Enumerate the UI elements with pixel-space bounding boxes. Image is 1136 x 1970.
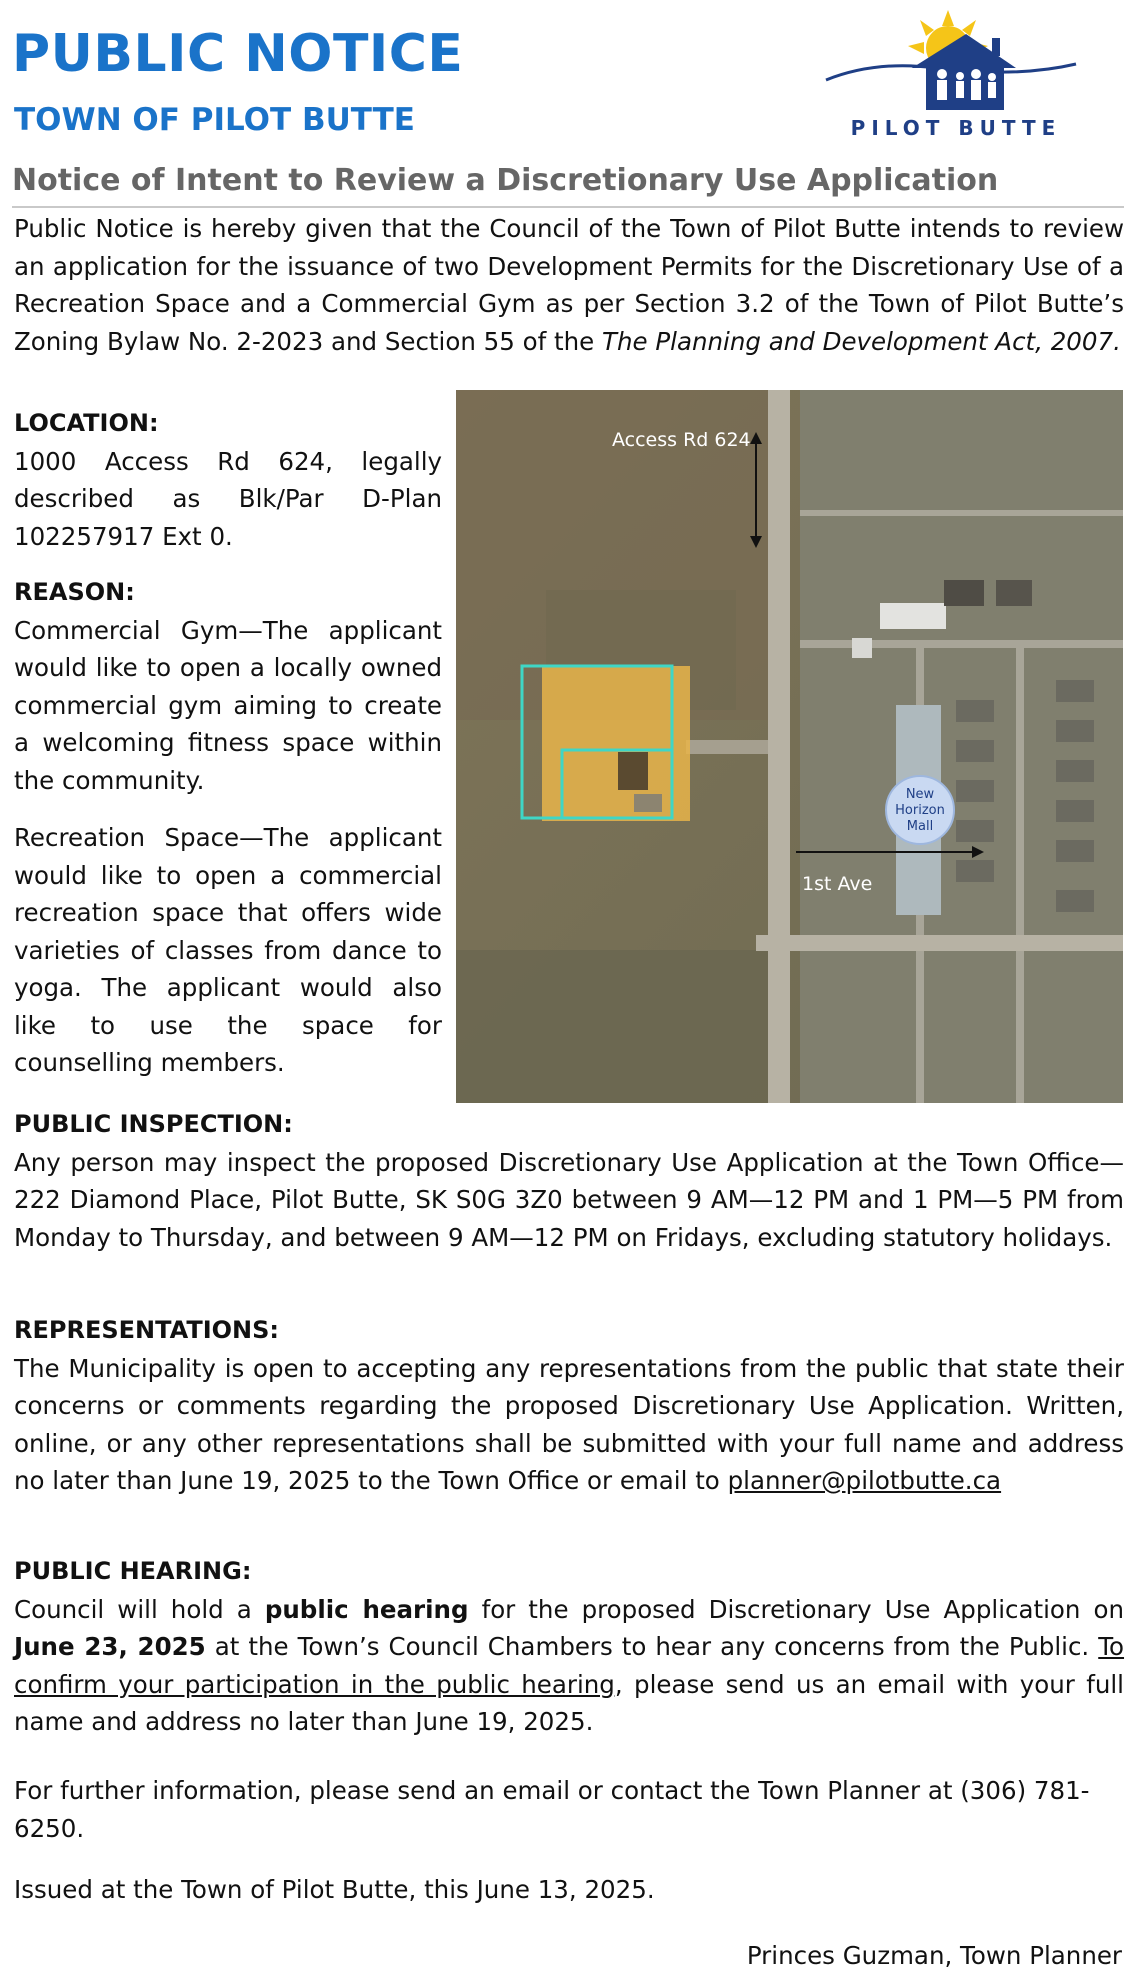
inspection-text: Any person may inspect the proposed Discretionary Use Application at the Town Office—222 Diamond Place, Pilot Butte, SK S0G 3Z0 between 9 AM—12 PM and 1 PM—5 PM from Monday to Thursday, and between 9 AM—12 PM on Fridays, excluding statutory holidays. bbox=[14, 1147, 1124, 1252]
mall-label-2: Horizon bbox=[895, 803, 945, 818]
reason-heading: REASON: bbox=[14, 578, 135, 606]
hearing-section bbox=[14, 1553, 1124, 1741]
hearing-confirm-link: To confirm your participation in the public hearing bbox=[14, 1632, 1125, 1699]
logo-graphic bbox=[816, 8, 1096, 118]
location-text: 1000 Access Rd 624, legally described as Blk/Par D-Plan 102257917 Ext 0. bbox=[14, 446, 442, 551]
page-subtitle: TOWN OF PILOT BUTTE bbox=[14, 102, 415, 138]
hearing-text-3: at the Town’s Council Chambers to hear any concerns from the Public. bbox=[214, 1632, 1090, 1661]
hearing-heading: PUBLIC HEARING: bbox=[14, 1557, 252, 1585]
intro-act-title: The Planning and Development Act, 2007. bbox=[602, 326, 1121, 356]
notice-heading: Notice of Intent to Review a Discretionary Use Application bbox=[12, 163, 999, 198]
site-map bbox=[456, 390, 1123, 1103]
inspection-heading: PUBLIC INSPECTION: bbox=[14, 1110, 293, 1138]
page-title: PUBLIC NOTICE bbox=[12, 24, 464, 84]
location-section bbox=[14, 405, 442, 555]
heading-divider bbox=[12, 206, 1124, 208]
map-road-label: Access Rd 624 bbox=[612, 429, 751, 451]
hearing-bold-1: public hearing bbox=[264, 1594, 469, 1624]
town-logo bbox=[816, 8, 1096, 143]
reason-recreation-text: Recreation Space—The applicant would like to open a commercial recreation space that offers wide varieties of classes from dance to yoga. The applicant would also like to use the space for counselling members. bbox=[14, 823, 442, 1077]
reason-section bbox=[14, 574, 442, 799]
location-heading: LOCATION: bbox=[14, 409, 159, 437]
further-info: For further information, please send an email or contact the Town Planner at (306) 781-6250. bbox=[14, 1776, 1090, 1843]
hearing-date: June 23, 2025 bbox=[14, 1632, 206, 1661]
inspection-section bbox=[14, 1106, 1124, 1256]
issued-statement: Issued at the Town of Pilot Butte, this June 13, 2025. bbox=[14, 1875, 655, 1904]
representations-heading: REPRESENTATIONS: bbox=[14, 1316, 279, 1344]
reason-recreation bbox=[14, 819, 442, 1082]
signature: Princes Guzman, Town Planner bbox=[746, 1941, 1122, 1970]
site-map-graphic bbox=[456, 390, 1123, 1103]
hearing-text-1: Council will hold a bbox=[14, 1594, 252, 1624]
map-avenue-label: 1st Ave bbox=[802, 873, 873, 895]
hearing-text-4: , please send us an email with your full name and address no later than June 19, 2025. bbox=[14, 1669, 1124, 1736]
reason-gym-text: Commercial Gym—The applicant would like to open a locally owned commercial gym aiming to create a welcoming fitness space within the community. bbox=[14, 615, 442, 795]
hearing-text-2: for the proposed Discretionary Use Application on bbox=[481, 1594, 1124, 1624]
intro-paragraph bbox=[14, 210, 1124, 360]
planner-email-link[interactable]: planner@pilotbutte.ca bbox=[727, 1466, 1002, 1495]
representations-text: The Municipality is open to accepting any representations from the public that state their concerns or comments regarding the proposed Discretionary Use Application. Written, online, or any other representations shall be submitted with your full name and address no later than June 19, 2025 to the Town Office or email to bbox=[14, 1353, 1124, 1495]
intro-text: Public Notice is hereby given that the Council of the Town of Pilot Butte intends to review an application for the issuance of two Development Permits for the Discretionary Use of a Recreation Space and a Commercial Gym as per Section 3.2 of the Town of Pilot Butte’s Zoning Bylaw No. 2-2023 and Section 55 of the bbox=[14, 214, 1124, 356]
logo-text: PILOT BUTTE bbox=[850, 116, 1062, 140]
representations-section bbox=[14, 1312, 1124, 1500]
mall-label-1: New bbox=[905, 787, 935, 802]
mall-label-3: Mall bbox=[906, 819, 934, 834]
